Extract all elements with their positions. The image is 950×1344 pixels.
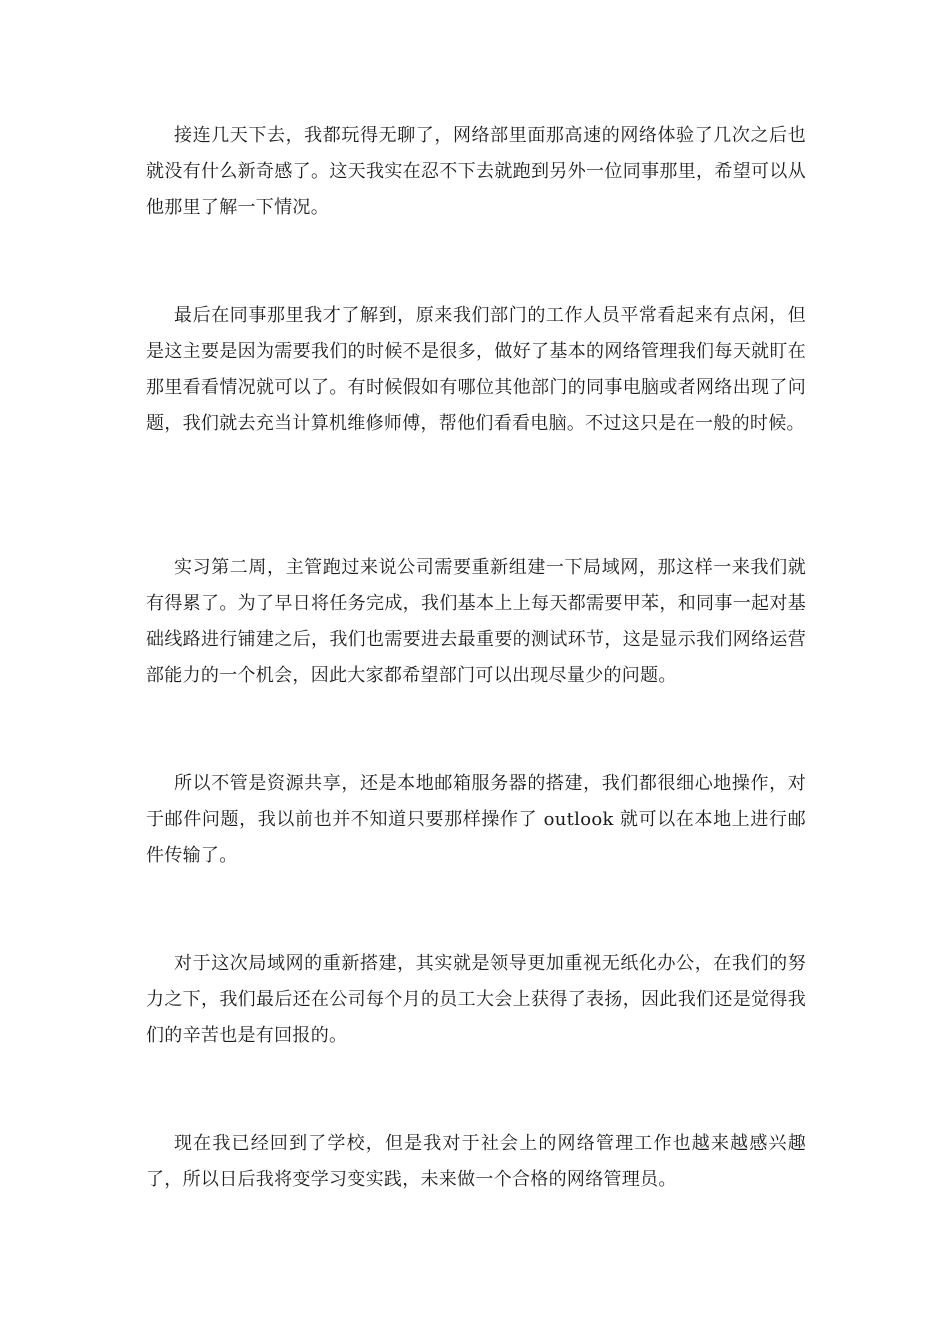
paragraph: 实习第二周，主管跑过来说公司需要重新组建一下局域网，那这样一来我们就有得累了。为了早日将任务完成，我们基本上上每天都需要甲苯，和同事一起对基础线路进行铺建之后，我们也需要进去最重要的测试环节，这是显示我们网络运营部能力的一个机会，因此大家都希望部门可以出现尽量少的问题。 — [146, 557, 806, 686]
paragraph: 所以不管是资源共享，还是本地邮箱服务器的搭建，我们都很细心地操作，对于邮件问题，我以前也并不知道只要那样操作了 outlook 就可以在本地上进行邮件传输了。 — [146, 773, 806, 866]
paragraph: 现在我已经回到了学校，但是我对于社会上的网络管理工作也越来越感兴趣了，所以日后我将变学习变实践，未来做一个合格的网络管理员。 — [146, 1133, 806, 1190]
paragraph: 最后在同事那里我才了解到，原来我们部门的工作人员平常看起来有点闲，但是这主要是因为需要我们的时候不是很多，做好了基本的网络管理我们每天就盯在那里看看情况就可以了。有时候假如有哪位其他部门的同事电脑或者网络出现了问题，我们就去充当计算机维修师傅，帮他们看看电脑。不过这只是在一般的时候。 — [146, 305, 806, 434]
paragraph: 对于这次局域网的重新搭建，其实就是领导更加重视无纸化办公，在我们的努力之下，我们最后还在公司每个月的员工大会上获得了表扬，因此我们还是觉得我们的辛苦也是有回报的。 — [146, 953, 806, 1046]
paragraph: 接连几天下去，我都玩得无聊了，网络部里面那高速的网络体验了几次之后也就没有什么新奇感了。这天我实在忍不下去就跑到另外一位同事那里，希望可以从他那里了解一下情况。 — [146, 125, 806, 218]
